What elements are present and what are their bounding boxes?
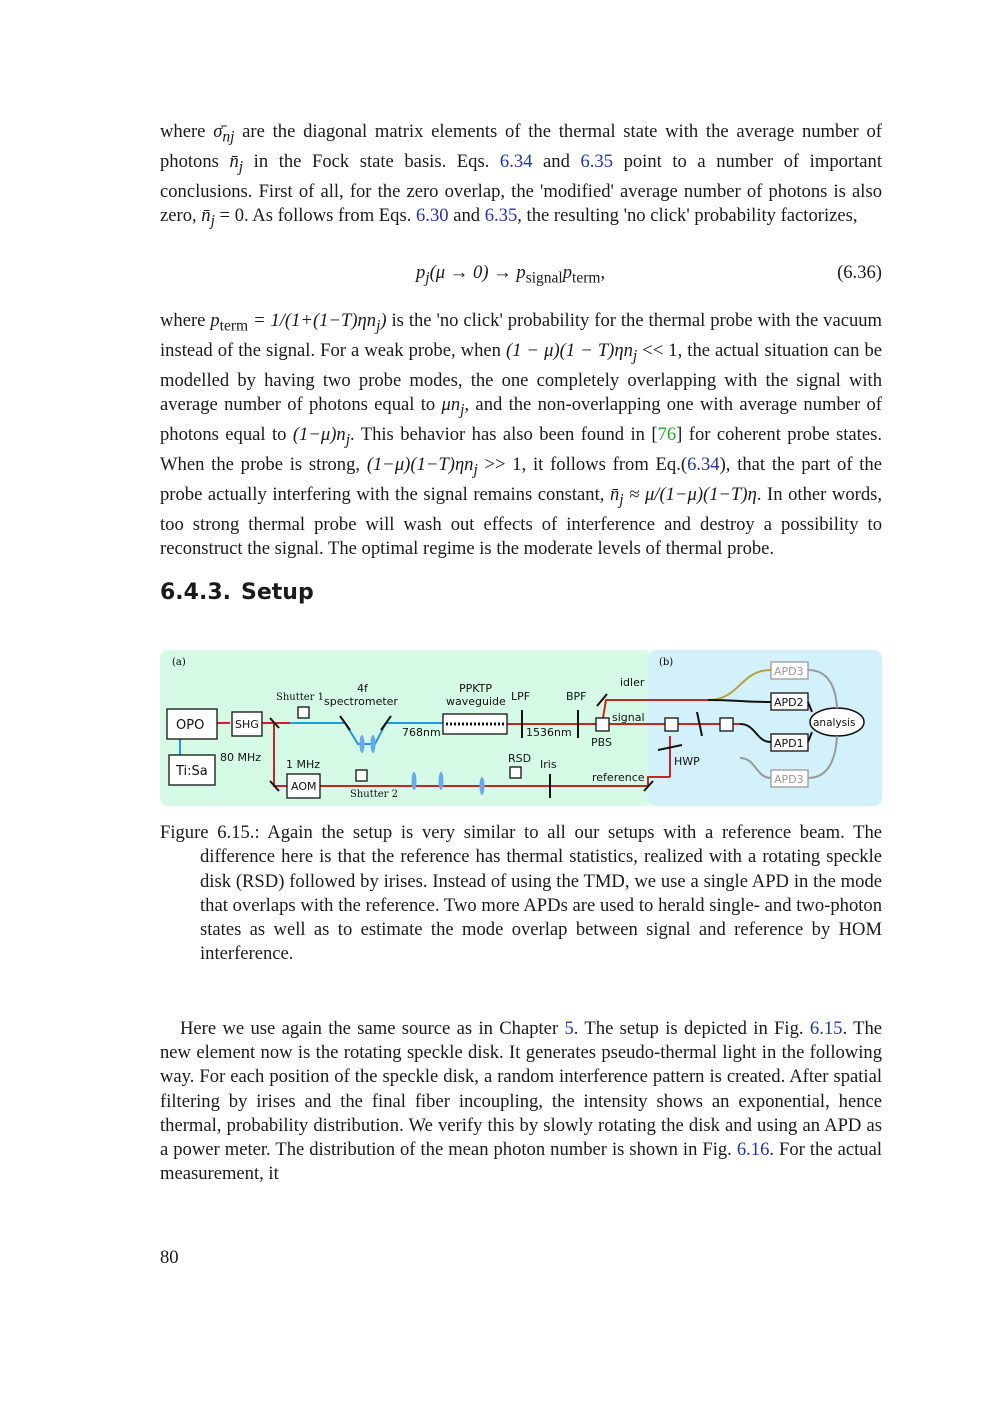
wavelength-1536-label: 1536nm [526,726,572,739]
apd3-bottom-label: APD3 [774,773,804,786]
panel-b-label: (b) [659,657,674,668]
aom-label: AOM [291,780,317,793]
math: σ̄ [213,121,223,142]
figure-link-6-15[interactable]: 6.15 [809,1018,843,1039]
section-number: 6.4.3. [160,580,231,605]
text: , and the non-overlapping one with average number of photons equal to [160,394,883,445]
math-sub: j [619,491,624,509]
page-number: 80 [160,1247,179,1268]
math: = 1/(1+(1−T)ηn [248,310,377,331]
apd2-label: APD2 [774,696,804,709]
math-sub: j [210,212,215,230]
shg-label: SHG [235,718,259,731]
opo-label: OPO [176,718,205,733]
bpf-label: BPF [566,690,587,703]
text: . The setup is depicted in Fig. [573,1018,810,1039]
text: and [448,205,485,227]
pbs-b2 [720,718,733,731]
shutter1-box [298,707,309,718]
lpf-label: LPF [511,690,531,703]
pbs-label: PBS [591,736,612,749]
apd1-label: APD1 [774,737,804,750]
text: ), that the part of the probe actually interfering with the signal remains constant, [160,453,882,505]
text: and [532,150,581,172]
math-sub: j [238,158,244,176]
math: (1 − μ)(1 − T)ηn [506,339,633,361]
math-sub: nj [222,128,235,146]
math: n̄ [229,150,239,172]
eq-link-6-35[interactable]: 6.35 [484,205,518,227]
math: n̄ [201,205,211,227]
text: where [160,121,214,142]
setup-figure [160,650,882,806]
math-sub: term [219,317,249,335]
section-heading [160,580,324,605]
shutter1-label: Shutter 1 [276,692,325,703]
text: is the 'no click' probability for the thermal probe with the vacuum instead of the signal. For a weak probe, when [160,310,882,361]
math: ) [380,310,387,331]
signal-label: signal [612,711,645,724]
text: are the diagonal matrix elements of the thermal state with the average number of photons [160,121,882,172]
math-sub: j [632,347,638,365]
ppktp-label: PPKTP [459,682,492,695]
eq-link-6-35[interactable]: 6.35 [580,150,614,172]
rsd-label: RSD [508,752,532,765]
math: (1−μ)n [292,423,346,445]
lens [360,735,365,753]
lens [371,735,376,753]
text: . The new element now is the rotating speckle disk. It generates pseudo-thermal light in the following way. For each position of the speckle disk, a random interference pattern is created. After spatial filtering by irises and the final fiber incoupling, the intensity shows an exponential, hence thermal, probability distribution. We verify this by slowly rotating the disk and using an APD as a power meter. The distribution of the mean photon number is shown in Fig. [160,1018,882,1161]
math: n̄ [609,483,620,505]
text: where [160,310,211,331]
math: (1−μ)(1−T)ηn [366,453,474,475]
text: . For the actual measurement, it [160,1139,882,1185]
math: >> 1, [477,453,527,475]
figure-link-6-16[interactable]: 6.16 [736,1139,770,1161]
math: μn [441,394,461,416]
paragraph-1 [160,120,882,234]
math-sub: j [473,461,478,479]
text: , the resulting 'no click' probability factorizes, [517,205,858,227]
math-sub: j [460,401,465,419]
equation-number: (6.36) [837,262,882,283]
apd3-top-label: APD3 [774,665,804,678]
panel-a-label: (a) [172,657,186,668]
spectrometer-label: spectrometer [324,695,398,708]
tisa-label: Ti:Sa [176,764,208,779]
pbs-box [596,718,609,731]
lens [412,772,417,790]
chapter-link-5[interactable]: 5 [564,1018,574,1039]
text: it follows from Eq.( [526,453,688,475]
text: the actual situation can be modelled by having two probe modes, the one completely overlapping with the signal with average number of photons equal to [160,339,882,416]
text: . This behavior has also been found in [ [350,423,658,445]
math-sub: j [345,431,351,449]
equation-6-36 [160,262,882,288]
caption-text: Again the setup is very similar to all our setups with a reference beam. The difference here is that the reference has thermal statistics, realized with a rotating speckle disk (RSD) followed by irises. Instead of using the TMD, we use a single APD in the mode that overlaps with the reference. Two more APDs are used to herald single- and two-photon states as well as to estimate the mode overlap between signal and reference by HOM interference. [200,822,882,965]
rsd-box [510,767,521,778]
lens [439,772,444,790]
math: p [210,310,220,331]
eq-link-6-34[interactable]: 6.34 [687,453,720,475]
rate-80mhz-label: 80 MHz [220,751,262,764]
shutter2-label: Shutter 2 [350,789,399,800]
citation-76[interactable]: 76 [657,423,677,445]
iris-label: Iris [540,758,557,771]
section-title: Setup [241,580,314,605]
eq-link-6-30[interactable]: 6.30 [416,205,449,227]
paragraph-2 [160,309,882,561]
hwp-label: HWP [674,755,700,768]
text: point to a number of important conclusions. First of all, for the zero overlap, the 'modified' average number of photons is also zero, [160,150,882,227]
math: << 1, [637,339,683,361]
wavelength-768-label: 768nm [402,726,441,739]
math: = 0 [214,205,244,227]
text: ] for coherent probe states. When the probe is strong, [160,423,882,475]
text: . As follows from Eqs. [244,205,416,227]
lens [480,777,485,795]
equation-body: $p_j(\mu \to 0) \to p_{signal}p_{term}$, [416,262,606,287]
rate-1mhz-label: 1 MHz [286,758,321,771]
math-sub: j [376,317,381,335]
math: ≈ μ/(1−μ)(1−T)η [623,483,757,505]
text: Here we use again the same source as in Chapter [180,1018,565,1039]
eq-link-6-34[interactable]: 6.34 [499,150,533,172]
pbs-b1 [665,718,678,731]
shutter2-box [356,770,367,781]
figure-caption [160,821,882,967]
text: in the Fock state basis. Eqs. [243,150,500,172]
reference-label: reference [592,771,645,784]
fourf-label: 4f [357,682,368,695]
analysis-label: analysis [813,717,856,729]
text: . In other words, too strong thermal probe will wash out effects of interference and destroy a possibility to reconstruct the signal. The optimal regime is the moderate levels of thermal probe. [160,483,882,559]
waveguide-label: waveguide [446,695,506,708]
paragraph-3 [160,1017,882,1186]
idler-label: idler [620,676,645,689]
caption-label: Figure 6.15.: [160,822,260,843]
